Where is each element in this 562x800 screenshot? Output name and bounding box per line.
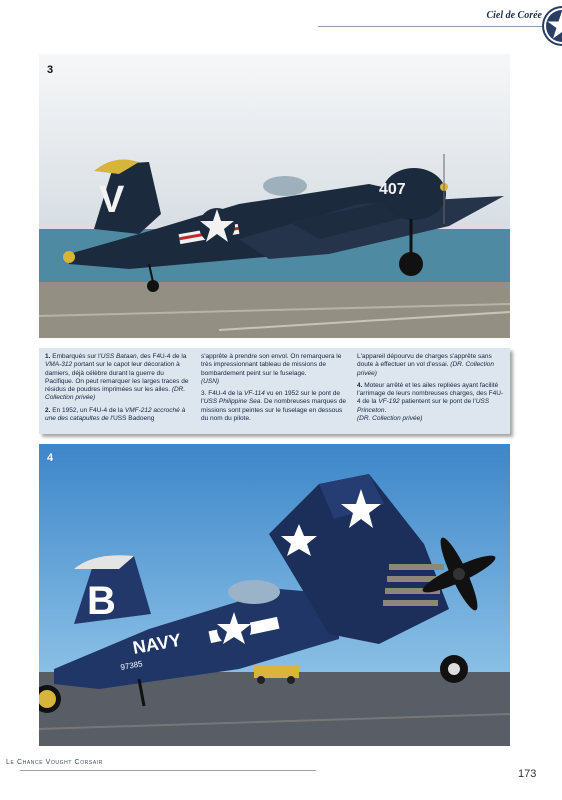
footer-rule bbox=[20, 770, 316, 771]
caption-1: 1. Embarqués sur l'USS Bataan, des F4U-4 de la VMA-312 portant sur le capot leur décoration à damiers, déjà célèbre durant la guerre du Pacifique. On peut remarquer les larges traces de résidus de poudres imprimées sur les ailes. (DR. Collection privée) bbox=[45, 353, 189, 402]
tail-letter: V bbox=[99, 179, 125, 221]
navy-text: NAVY bbox=[131, 629, 183, 658]
star-roundel-icon bbox=[542, 6, 562, 46]
caption-2-continued: s'apprête à prendre son envol. On remarquera le très impressionnant tableau de missions de bombardement peint sur le fuselage. (USN) bbox=[201, 353, 342, 385]
book-title: Le Chance Vought Corsair bbox=[6, 759, 103, 766]
aircraft-code: 407 bbox=[379, 181, 406, 198]
caption-2: 2. En 1952, un F4U-4 de la VMF-212 accroché à une des catapultes de l'USS Badoeng bbox=[45, 406, 186, 423]
photo-4 bbox=[39, 444, 510, 746]
photo-3 bbox=[39, 54, 510, 338]
caption-3: 3. F4U-4 de la VF-114 vu en 1952 sur le pont de l'USS Philippine Sea. De nombreuses marques de missions sont peintes sur le fuselage en dessous du nom du pilote. bbox=[201, 390, 347, 423]
caption-4: 4. Moteur arrêté et les ailes repliées ayant facilité l'arrimage de leurs nombreuses charges, des F4U-4 de la VF-192 patientent sur le pont de l'USS Princeton. (DR. Collection privée) bbox=[357, 381, 504, 423]
caption-column-1 bbox=[45, 353, 193, 427]
aircraft-serial: 97385 bbox=[119, 659, 144, 672]
page-number: 173 bbox=[518, 768, 537, 780]
header-rule bbox=[318, 26, 544, 27]
tail-letter: B bbox=[87, 579, 116, 623]
caption-box bbox=[39, 348, 510, 434]
caption-3-continued: L'appareil dépourvu de charges s'apprête sans doute à effectuer un vol d'essai. (DR. Collection privée) bbox=[357, 353, 494, 377]
caption-column-2 bbox=[201, 353, 349, 427]
photo-number: 4 bbox=[47, 452, 54, 464]
caption-column-3 bbox=[357, 353, 505, 427]
section-title: Ciel de Corée bbox=[486, 10, 542, 21]
photo-number: 3 bbox=[47, 64, 54, 76]
